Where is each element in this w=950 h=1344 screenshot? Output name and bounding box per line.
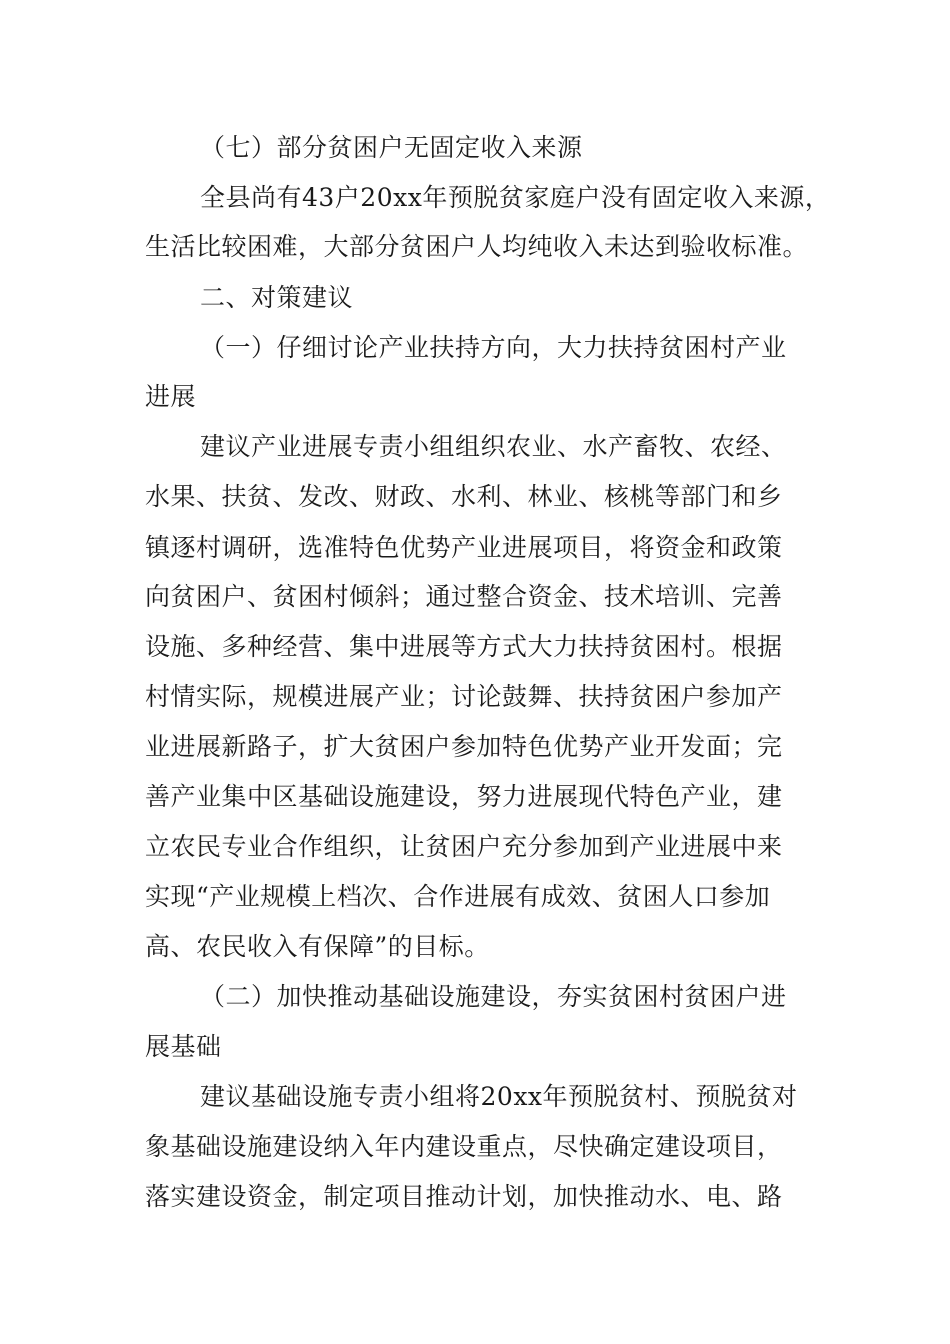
paragraph-line: 立农民专业合作组织，让贫困户充分参加到产业进展中来 bbox=[145, 832, 783, 861]
subheading-one: （一）仔细讨论产业扶持方向，大力扶持贫困村产业 bbox=[200, 333, 787, 362]
paragraph-line: 高、农民收入有保障”的目标。 bbox=[145, 932, 490, 961]
paragraph-line: 建议产业进展专责小组组织农业、水产畜牧、农经、 bbox=[200, 432, 787, 461]
paragraph-line: 业进展新路子，扩大贫困户参加特色优势产业开发面；完 bbox=[145, 732, 783, 761]
paragraph-line: 全县尚有43户20xx年预脱贫家庭户没有固定收入来源， bbox=[200, 183, 831, 212]
paragraph-line: 向贫困户、贫困村倾斜；通过整合资金、技术培训、完善 bbox=[145, 582, 783, 611]
paragraph-line: 村情实际，规模进展产业；讨论鼓舞、扶持贫困户参加产 bbox=[145, 682, 783, 711]
paragraph-line: 镇逐村调研，选准特色优势产业进展项目，将资金和政策 bbox=[145, 533, 783, 562]
paragraph-line: 象基础设施建设纳入年内建设重点，尽快确定建设项目， bbox=[145, 1132, 783, 1161]
paragraph-line: 设施、多种经营、集中进展等方式大力扶持贫困村。根据 bbox=[145, 632, 783, 661]
subheading-seven: （七）部分贫困户无固定收入来源 bbox=[200, 133, 583, 162]
paragraph-line: 善产业集中区基础设施建设，努力进展现代特色产业，建 bbox=[145, 782, 783, 811]
subheading-two-continued: 展基础 bbox=[145, 1032, 222, 1061]
paragraph-line: 落实建设资金，制定项目推动计划，加快推动水、电、路 bbox=[145, 1182, 783, 1211]
section-heading: 二、对策建议 bbox=[200, 283, 354, 312]
paragraph-line: 实现“产业规模上档次、合作进展有成效、贫困人口参加 bbox=[145, 882, 771, 911]
subheading-one-continued: 进展 bbox=[145, 382, 197, 411]
subheading-two: （二）加快推动基础设施建设，夯实贫困村贫困户进 bbox=[200, 982, 787, 1011]
paragraph-line: 建议基础设施专责小组将20xx年预脱贫村、预脱贫对 bbox=[200, 1082, 798, 1111]
paragraph-line: 水果、扶贫、发改、财政、水利、林业、核桃等部门和乡 bbox=[145, 482, 783, 511]
paragraph-line: 生活比较困难，大部分贫困户人均纯收入未达到验收标准。 bbox=[145, 232, 809, 261]
